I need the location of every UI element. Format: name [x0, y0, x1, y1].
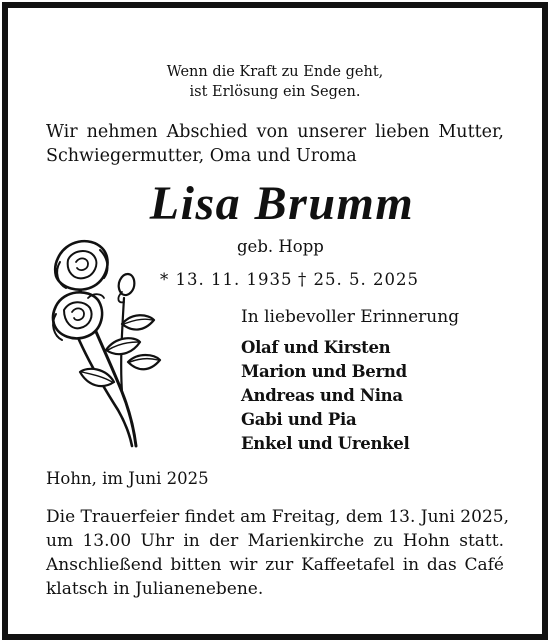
- mourner-name: Gabi und Pia: [241, 410, 357, 429]
- service-details: [46, 505, 509, 601]
- memory-heading: In liebevoller Erinnerung: [241, 307, 460, 327]
- service-line: klatsch in Julianenebene.: [46, 579, 264, 599]
- intro-line-1: Wir nehmen Abschied von unserer lieben Mutter,: [46, 122, 504, 142]
- mourners-list: [241, 336, 409, 456]
- service-line: Die Trauerfeier findet am Freitag, dem 13. Juni 2025,: [46, 507, 509, 527]
- death-date: † 25. 5. 2025: [298, 270, 419, 289]
- mourner-name: Olaf und Kirsten: [241, 338, 391, 357]
- deceased-name: Lisa Brumm: [149, 177, 415, 230]
- verse-line-1: Wenn die Kraft zu Ende geht,: [166, 64, 384, 80]
- place-and-date: Hohn, im Juni 2025: [46, 469, 209, 488]
- birth-date: * 13. 11. 1935: [160, 270, 293, 289]
- service-line: Anschließend bitten wir zur Kaffeetafel in das Café: [46, 555, 504, 575]
- rose-icon: [44, 232, 172, 452]
- intro-line-2: Schwiegermutter, Oma und Uroma: [46, 146, 357, 166]
- verse-line-2: ist Erlösung ein Segen.: [189, 84, 361, 100]
- mourner-name: Andreas und Nina: [241, 386, 403, 405]
- maiden-name: geb. Hopp: [237, 237, 324, 256]
- mourner-name: Enkel und Urenkel: [241, 434, 410, 453]
- service-line: um 13.00 Uhr in der Marienkirche zu Hohn statt.: [46, 531, 504, 551]
- mourner-name: Marion und Bernd: [241, 362, 407, 381]
